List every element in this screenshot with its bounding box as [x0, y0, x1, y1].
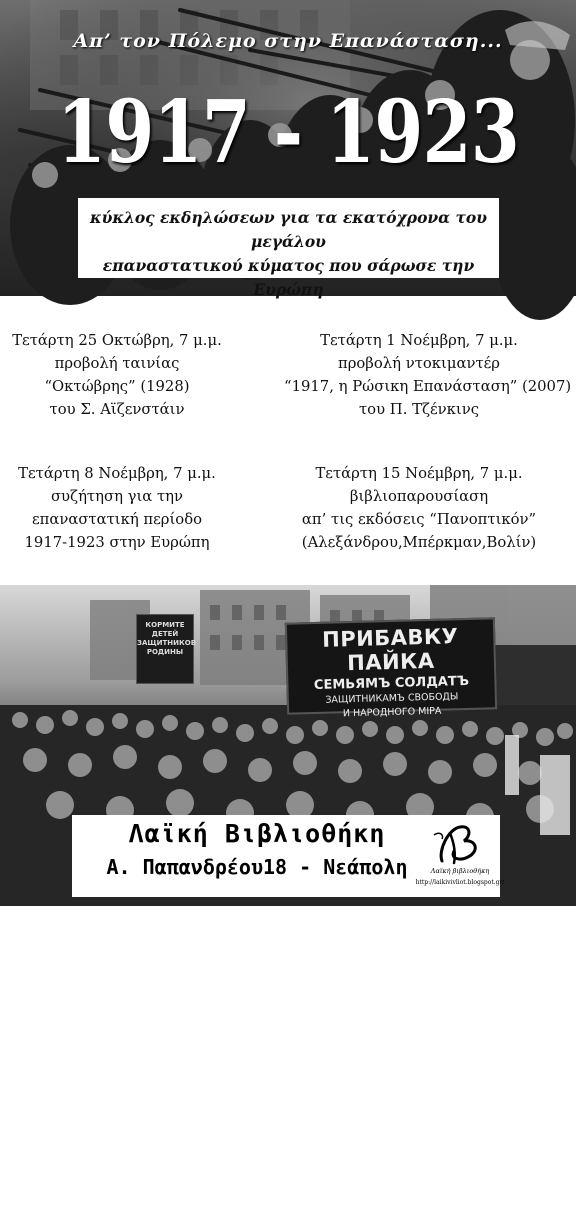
event-date: Τετάρτη 25 Οκτώβρη, 7 μ.μ. [12, 332, 222, 349]
protest-banner-large [285, 617, 497, 720]
event-4 [284, 462, 554, 554]
slogan: Απ’ τον Πόλεμο στην Επανάσταση... [73, 30, 503, 52]
event-line: συζήτηση για την [50, 488, 184, 505]
footer-box [72, 815, 505, 897]
event-date: Τετάρτη 15 Νοέμβρη, 7 μ.μ. [315, 465, 523, 482]
subtitle-line-2: επαναστατικού κύματος που σάρωσε την Ευρώπη [102, 256, 475, 299]
event-line: βιβλιοπαρουσίαση [349, 488, 489, 505]
banner-line: РОДИНЫ [146, 648, 184, 656]
event-line: “Οκτώβρης” (1928) [44, 378, 190, 395]
event-line: του Σ. Αϊζενστάιν [49, 401, 185, 418]
banner-line: КОРМИТЕ [145, 621, 185, 629]
library-name: Λαϊκή Βιβλιοθήκη [128, 819, 386, 848]
logo-text: Λαϊκή βιβλιοθήκη [430, 867, 490, 875]
event-line: του Π. Τζένκινς [359, 401, 479, 418]
banner-line: ЗАЩИТНИКАМЪ СВОБОДЫ [325, 691, 459, 706]
logo-url: http://laikivivliot.blogspot.gr/ [415, 879, 505, 886]
event-line: απ’ τις εκδόσεις “Πανοπτικόν” [301, 511, 537, 528]
event-date: Τετάρτη 1 Νοέμβρη, 7 μ.μ. [320, 332, 518, 349]
event-2 [284, 329, 572, 421]
subtitle-box [78, 198, 499, 299]
years-title: 1917 - 1923 [57, 82, 519, 183]
event-line: επαναστατική περίοδο [31, 511, 203, 528]
protest-banner-small [136, 614, 197, 684]
banner-line: ПРИБАВКУ ПАЙКА [321, 624, 459, 676]
event-line: προβολή ντοκιμαντέρ [337, 355, 501, 372]
subtitle-line-1: κύκλος εκδηλώσεων για τα εκατόχρονα του μεγάλου [89, 208, 488, 251]
event-1 [0, 329, 252, 421]
event-line: (Αλεξάνδρου,Μπέρκμαν,Βολίν) [301, 534, 537, 551]
shop-sign: БРАТЬЯ МОРИ БРАТЬЯ [438, 1188, 543, 1216]
banner-line: СЕМЬЯМЪ СОЛДАТЪ [313, 673, 470, 694]
library-logo [415, 821, 505, 893]
banner-line: И НАРОДНОГО МІРА [342, 705, 442, 720]
event-date: Τετάρτη 8 Νοέμβρη, 7 μ.μ. [18, 465, 216, 482]
event-3 [0, 462, 252, 554]
event-line: προβολή ταινίας [54, 355, 180, 372]
top-photo-soldiers [0, 0, 576, 299]
banner-line: ЗАЩИТНИКОВ [137, 639, 197, 647]
library-address: Α. Παπανδρέου18 - Νεάπολη [106, 855, 408, 879]
event-line: “1917, η Ρώσικη Επανάσταση” (2007) [284, 378, 572, 395]
library-logo-icon [420, 821, 500, 867]
event-line: 1917-1923 στην Ευρώπη [24, 534, 210, 551]
banner-line: ДЕТЕЙ [151, 630, 179, 638]
